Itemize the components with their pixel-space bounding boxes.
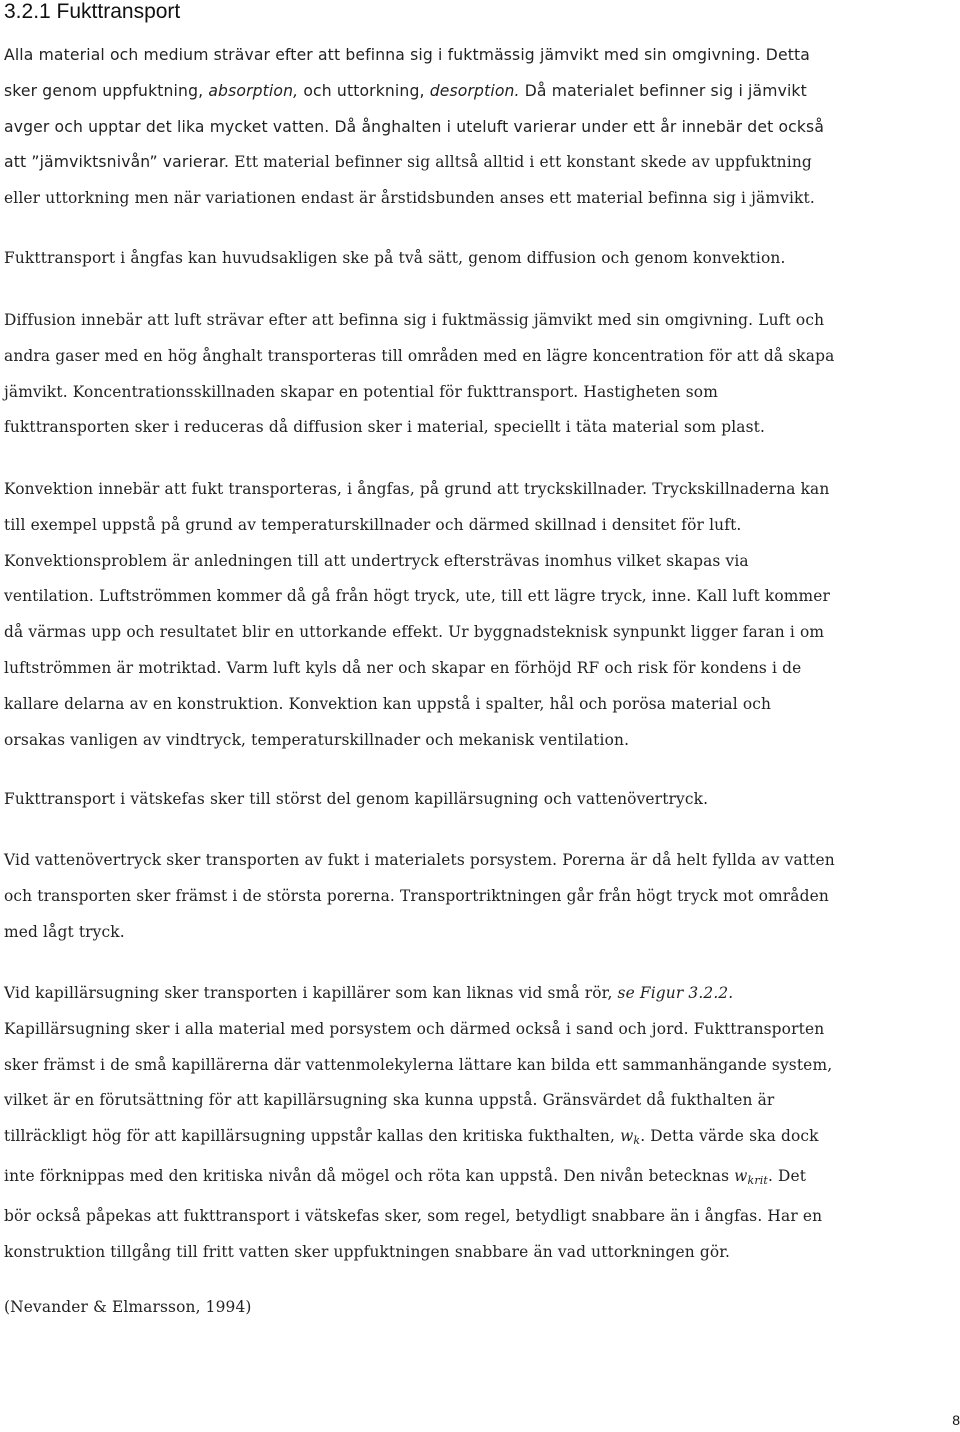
text-line: kallare delarna av en konstruktion. Konvektion kan uppstå i spalter, hål och porösa material och (4, 694, 772, 713)
paragraph-diffusion (4, 303, 834, 446)
text-line: konstruktion tillgång till fritt vatten sker uppfuktningen snabbare än vad uttorkningen gör. (4, 1242, 731, 1261)
text-line: tillräckligt hög för att kapillärsugning uppstår kallas den kritiska fukthalten, $w_k$. Detta värde ska dock (4, 1127, 819, 1148)
citation: (Nevander & Elmarsson, 1994) (4, 1298, 252, 1316)
paragraph-vapour-transport (4, 241, 786, 277)
text-line: orsakas vanligen av vindtryck, temperaturskillnader och mekanisk ventilation. (4, 730, 630, 749)
text-line: Kapillärsugning sker i alla material med porsystem och därmed också i sand och jord. Fukttransporten (4, 1019, 825, 1038)
text-line: till exempel uppstå på grund av temperaturskillnader och därmed skillnad i densitet för luft. (4, 515, 742, 534)
text-line: vilket är en förutsättning för att kapillärsugning ska kunna uppstå. Gränsvärdet då fukthalten är (4, 1091, 775, 1110)
term-absorption: absorption, (208, 81, 299, 100)
symbol-wkrit: $w_{krit}$ (734, 1166, 768, 1187)
text-line: andra gaser med en hög ånghalt transporteras till områden med en lägre koncentration för att då skapa (4, 346, 835, 365)
text-line: med lågt tryck. (4, 922, 125, 941)
paragraph-convection (4, 472, 830, 758)
paragraph-capillary-suction (4, 976, 832, 1270)
text-line: avger och upptar det lika mycket vatten. Då ånghalten i uteluft varierar under ett år innebär det också (4, 117, 825, 136)
text-line: Vid kapillärsugning sker transporten i kapillärer som kan liknas vid små rör, se Figur 3.2.2. (4, 984, 734, 1002)
text-line: jämvikt. Koncentrationsskillnaden skapar en potential för fukttransport. Hastigheten som (4, 382, 718, 401)
text-line: ventilation. Luftströmmen kommer då gå från högt tryck, ute, till ett lägre tryck, inne. Kall luft kommer (4, 587, 831, 606)
text-line: att ”jämviktsnivån” varierar. Ett material befinner sig alltså alltid i ett konstant skede av uppfuktning (4, 153, 812, 172)
page-number: 8 (952, 1412, 960, 1428)
text-line: Vid vattenövertryck sker transporten av fukt i materialets porsystem. Porerna är då helt fyllda av vatten (4, 851, 835, 869)
text-line: Alla material och medium strävar efter att befinna sig i fuktmässig jämvikt med sin omgivning. Detta (4, 46, 810, 64)
paragraph-liquid-transport (4, 782, 708, 818)
paragraph-water-overpressure (4, 843, 835, 950)
text-line: sker genom uppfuktning, absorption, och uttorkning, desorption. Då materialet befinner sig i jämvikt (4, 81, 807, 100)
text-line: Diffusion innebär att luft strävar efter att befinna sig i fuktmässig jämvikt med sin omgivning. Luft och (4, 311, 825, 329)
text-line: bör också påpekas att fukttransport i vätskefas sker, som regel, betydligt snabbare än i ångfas. Har en (4, 1206, 823, 1225)
text-line: Fukttransport i ångfas kan huvudsakligen ske på två sätt, genom diffusion och genom konvektion. (4, 249, 786, 267)
section-heading: 3.2.1 Fukttransport (4, 0, 181, 23)
text-line: Konvektionsproblem är anledningen till att undertryck eftersträvas inomhus vilket skapas via (4, 551, 749, 570)
text-line: inte förknippas med den kritiska nivån då mögel och röta kan uppstå. Den nivån betecknas $w_{krit}$. Det (4, 1166, 807, 1187)
symbol-wk: $w_k$ (620, 1127, 641, 1148)
text-line: Fukttransport i vätskefas sker till störst del genom kapillärsugning och vattenövertryck. (4, 790, 709, 808)
text-line: luftströmmen är motriktad. Varm luft kyls då ner och skapar en förhöjd RF och risk för kondens i de (4, 658, 802, 677)
text-line: Konvektion innebär att fukt transporteras, i ångfas, på grund att tryckskillnader. Tryckskillnaderna kan (4, 480, 830, 498)
paragraph-intro (4, 38, 824, 217)
text-line: eller uttorkning men när variationen endast är årstidsbunden anses ett material befinna sig i jämvikt. (4, 189, 815, 208)
term-desorption: desorption. (429, 81, 520, 100)
figure-reference[interactable]: se Figur 3.2.2. (617, 984, 734, 1002)
text-line: sker främst i de små kapillärerna där vattenmolekylerna lättare kan bilda ett sammanhängande system, (4, 1055, 833, 1074)
text-line: då värmas upp och resultatet blir en uttorkande effekt. Ur byggnadsteknisk synpunkt ligger faran i om (4, 623, 825, 642)
text-line: och transporten sker främst i de största porerna. Transportriktningen går från högt tryck mot områden (4, 886, 829, 905)
text-line: fukttransporten sker i reduceras då diffusion sker i material, speciellt i täta material som plast. (4, 418, 766, 437)
